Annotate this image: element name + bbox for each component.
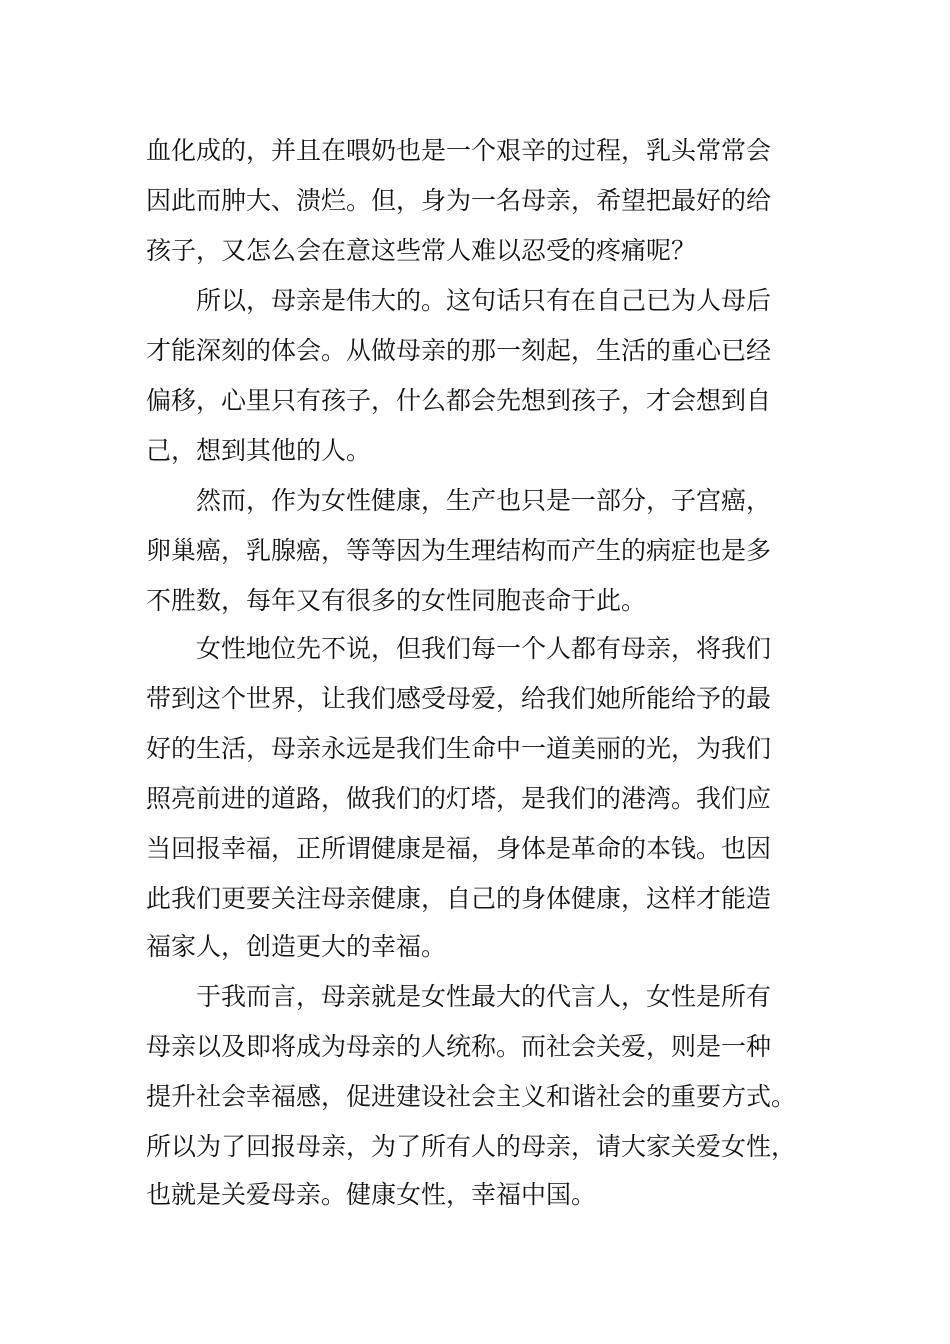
text-line: 己，想到其他的人。 bbox=[146, 436, 372, 465]
text-line: 因此而肿大、溃烂。但，身为一名母亲，希望把最好的给 bbox=[146, 186, 772, 215]
text-line: 偏移，心里只有孩子，什么都会先想到孩子，才会想到自 bbox=[146, 386, 772, 415]
text-line: 然而，作为女性健康，生产也只是一部分，子宫癌， bbox=[196, 486, 772, 515]
text-line: 卵巢癌，乳腺癌，等等因为生理结构而产生的病症也是多 bbox=[146, 536, 772, 565]
text-line: 也就是关爱母亲。健康女性，幸福中国。 bbox=[146, 1180, 597, 1209]
text-line: 福家人，创造更大的幸福。 bbox=[146, 932, 447, 961]
text-line: 女性地位先不说，但我们每一个人都有母亲，将我们 bbox=[196, 634, 772, 663]
text-line: 不胜数，每年又有很多的女性同胞丧命于此。 bbox=[146, 586, 647, 615]
text-line: 当回报幸福，正所谓健康是福，身体是革命的本钱。也因 bbox=[146, 834, 772, 863]
text-line: 于我而言，母亲就是女性最大的代言人，女性是所有 bbox=[196, 982, 772, 1011]
text-line: 提升社会幸福感，促进建设社会主义和谐社会的重要方式。 bbox=[146, 1082, 797, 1111]
text-line: 此我们更要关注母亲健康，自己的身体健康，这样才能造 bbox=[146, 884, 772, 913]
text-line: 母亲以及即将成为母亲的人统称。而社会关爱，则是一种 bbox=[146, 1032, 772, 1061]
text-line: 血化成的，并且在喂奶也是一个艰辛的过程，乳头常常会 bbox=[146, 136, 772, 165]
text-line: 孩子，又怎么会在意这些常人难以忍受的疼痛呢？ bbox=[146, 236, 697, 265]
text-line: 所以为了回报母亲，为了所有人的母亲，请大家关爱女性， bbox=[146, 1132, 797, 1161]
text-line: 所以，母亲是伟大的。这句话只有在自己已为人母后 bbox=[196, 286, 772, 315]
text-line: 好的生活，母亲永远是我们生命中一道美丽的光，为我们 bbox=[146, 734, 772, 763]
text-line: 照亮前进的道路，做我们的灯塔，是我们的港湾。我们应 bbox=[146, 784, 772, 813]
text-line: 才能深刻的体会。从做母亲的那一刻起，生活的重心已经 bbox=[146, 336, 772, 365]
text-line: 带到这个世界，让我们感受母爱，给我们她所能给予的最 bbox=[146, 684, 772, 713]
